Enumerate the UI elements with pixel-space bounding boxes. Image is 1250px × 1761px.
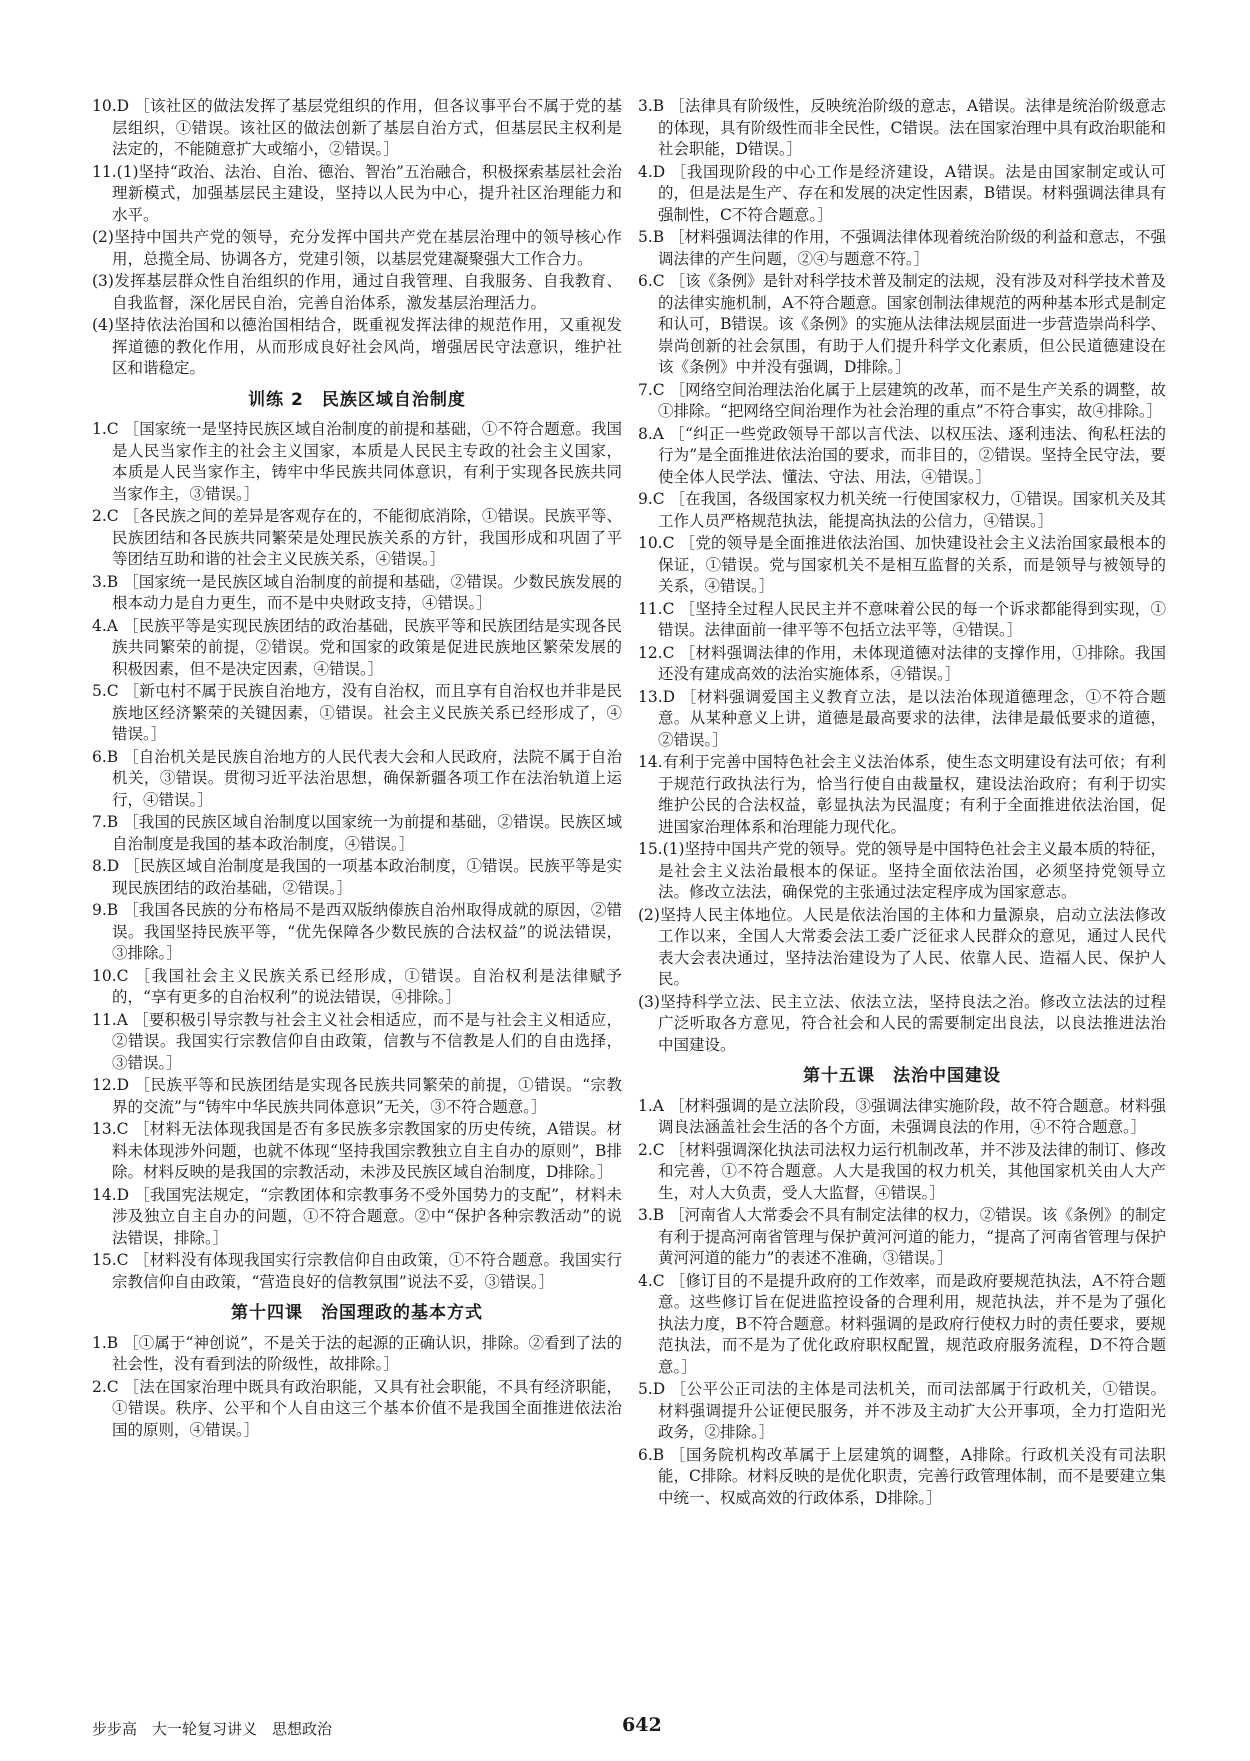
page-number: 642 bbox=[622, 1714, 662, 1736]
answer-item: 6.B ［自治机关是民族自治地方的人民代表大会和人民政府，法院不属于自治机关，③错误。贯彻习近平法治思想，确保新疆各项工作在法治轨道上运行，④错误。］ bbox=[92, 747, 622, 809]
answer-item: 12.C ［材料强调法律的作用，未体现道德对法律的支撑作用，①排除。我国还没有建成高效的法治实施体系，④错误。］ bbox=[638, 643, 1166, 683]
answer-item: 2.C ［各民族之间的差异是客观存在的，不能彻底消除，①错误。民族平等、民族团结和各民族共同繁荣是处理民族关系的方针，我国形成和巩固了平等团结互助和谐的社会主义民族关系，④错误。］ bbox=[92, 507, 622, 568]
answer-item: 3.B ［河南省人大常委会不具有制定法律的权力，②错误。该《条例》的制定有利于提高河南省管理与保护黄河河道的能力，“提高了河南省管理与保护黄河河道的能力”的表述不准确，③错误。］ bbox=[638, 1206, 1166, 1267]
right-column bbox=[638, 96, 1166, 1510]
answer-item: 6.C ［该《条例》是针对科学技术普及制定的法规，没有涉及对科学技术普及的法律实施机制，A不符合题意。国家创制法律规范的两种基本形式是制定和认可，B错误。该《条例》的实施从法律法规层面进一步营造崇尚科学、崇尚创新的社会氛围，有助于人们提升科学文化素质，但公民道德建设在该《条例》中并没有强调，D排除。］ bbox=[638, 272, 1166, 376]
answer-item: 11.A ［要积极引导宗教与社会主义社会相适应，而不是与社会主义相适应，②错误。我国实行宗教信仰自由政策，信教与不信教是人们的自由选择，③错误。］ bbox=[92, 1010, 622, 1072]
left-blocks-b bbox=[92, 419, 622, 1293]
answer-item: 4.D ［我国现阶段的中心工作是经济建设，A错误。法是由国家制定或认可的，但是法是生产、存在和发展的决定性因素，B错误。材料强调法律具有强制性，C不符合题意。］ bbox=[638, 162, 1166, 224]
answer-item: 3.B ［法律具有阶级性，反映统治阶级的意志，A错误。法律是统治阶级意志的体现，具有阶级性而非全民性，C错误。法在国家治理中具有政治职能和社会职能，D错误。］ bbox=[638, 97, 1166, 158]
answer-item: (2)坚持中国共产党的领导，充分发挥中国共产党在基层治理中的领导核心作用，总揽全局、协调各方，党建引领，以基层党建凝聚强大工作合力。 bbox=[92, 228, 622, 268]
answer-item: 4.A ［民族平等是实现民族团结的政治基础，民族平等和民族团结是实现各民族共同繁荣的前提，②错误。党和国家的政策是促进民族地区繁荣发展的积极因素，但不是决定因素，④错误。］ bbox=[92, 616, 622, 678]
answer-item: 9.B ［我国各民族的分布格局不是西双版纳傣族自治州取得成就的原因，②错误。我国坚持民族平等，“优先保障各少数民族的合法权益”的说法错误，③排除。］ bbox=[92, 901, 622, 962]
section-title-lesson-15: 第十五课 法治中国建设 bbox=[803, 1066, 1001, 1086]
answer-item: 1.B ［①属于“神创说”，不是关于法的起源的正确认识，排除。②看到了法的社会性，没有看到法的阶级性，故排除。］ bbox=[92, 1333, 622, 1373]
answer-item: 7.B ［我国的民族区域自治制度以国家统一为前提和基础，②错误。民族区域自治制度是我国的基本政治制度，④错误。］ bbox=[92, 813, 622, 853]
left-blocks-c bbox=[92, 1333, 622, 1442]
answer-item: 8.D ［民族区域自治制度是我国的一项基本政治制度，①错误。民族平等是实现民族团结的政治基础，②错误。］ bbox=[92, 857, 622, 897]
section-title-lesson-14: 第十四课 治国理政的基本方式 bbox=[231, 1303, 483, 1323]
answer-item: (3)坚持科学立法、民主立法、依法立法，坚持良法之治。修改立法法的过程广泛听取各方意见，符合社会和人民的需要制定出良法，以良法推进法治中国建设。 bbox=[638, 992, 1166, 1054]
answer-item: (2)坚持人民主体地位。人民是依法治国的主体和力量源泉，启动立法法修改工作以来，全国人大常委会法工委广泛征求人民群众的意见，通过人民代表大会表决通过，坚持法治建设为了人民、依靠人民、造福人民、保护人民。 bbox=[638, 905, 1166, 988]
answer-item: 5.C ［新屯村不属于民族自治地方，没有自治权，而且享有自治权也并非是民族地区经济繁荣的关键因素，①错误。社会主义民族关系已经形成了，④错误。］ bbox=[92, 682, 622, 743]
answer-item: 13.C ［材料无法体现我国是否有多民族多宗教国家的历史传统，A错误。材料未体现涉外问题，也就不体现“坚持我国宗教独立自主自办的原则”，B排除。材料反映的是我国的宗教活动，未涉及民族区域自治制度，D排除。］ bbox=[92, 1120, 622, 1181]
answer-item: 9.C ［在我国，各级国家权力机关统一行使国家权力，①错误。国家机关及其工作人员严格规范执法，能提高执法的公信力，④错误。］ bbox=[638, 490, 1166, 530]
answer-item: 14.D ［我国宪法规定，“宗教团体和宗教事务不受外国势力的支配”，材料未涉及独立自主自办的问题，①不符合题意。②中“保护各种宗教活动”的说法错误，排除。］ bbox=[92, 1185, 622, 1247]
answer-item: 8.A ［“纠正一些党政领导干部以言代法、以权压法、逐利违法、徇私枉法的行为”是全面推进依法治国的要求，而非目的，②错误。坚持全民守法，要使全体人民学法、懂法、守法、用法，④错误。］ bbox=[638, 424, 1166, 486]
right-blocks-a bbox=[638, 96, 1166, 1056]
section-title-training-2: 训练 2 民族区域自治制度 bbox=[248, 389, 466, 410]
answer-item: 7.C ［网络空间治理法治化属于上层建筑的改革，而不是生产关系的调整，故①排除。“把网络空间治理作为社会治理的重点”不符合事实，故④排除。］ bbox=[638, 380, 1166, 420]
answer-item: 5.B ［材料强调法律的作用，不强调法律体现着统治阶级的利益和意志，不强调法律的产生问题，②④与题意不符。］ bbox=[638, 228, 1166, 268]
answer-item: 2.C ［法在国家治理中既具有政治职能，又具有社会职能，不具有经济职能，①错误。秩序、公平和个人自由这三个基本价值不是我国全面推进依法治国的原则，④错误。］ bbox=[92, 1377, 622, 1439]
answer-item: 15.(1)坚持中国共产党的领导。党的领导是中国特色社会主义最本质的特征，是社会主义法治最根本的保证。坚持全面依法治国，必须坚持党领导立法。修改立法法，确保党的主张通过法定程序成为国家意志。 bbox=[638, 840, 1166, 901]
answer-item: (4)坚持依法治国和以德治国相结合，既重视发挥法律的规范作用，又重视发挥道德的教化作用，从而形成良好社会风尚，增强居民守法意识，维护社区和谐稳定。 bbox=[92, 316, 622, 377]
answer-item: 11.C ［坚持全过程人民民主并不意味着公民的每一个诉求都能得到实现，①错误。法律面前一律平等不包括立法平等，④错误。］ bbox=[638, 599, 1166, 639]
answer-item: 3.B ［国家统一是民族区域自治制度的前提和基础，②错误。少数民族发展的根本动力是自力更生，而不是中央财政支持，④错误。］ bbox=[92, 572, 622, 612]
answer-item: 14.有利于完善中国特色社会主义法治体系，使生态文明建设有法可依；有利于规范行政执法行为，恰当行使自由裁量权，建设法治政府；有利于切实维护公民的合法权益，彰显执法为民温度；有利于全面推进依法治国，促进国家治理体系和治理能力现代化。 bbox=[638, 753, 1166, 836]
answer-item: 1.A ［材料强调的是立法阶段，③强调法律实施阶段，故不符合题意。材料强调良法涵盖社会生活的各个方面，未强调良法的作用，④不符合题意。］ bbox=[638, 1096, 1166, 1136]
answer-item: 10.D ［该社区的做法发挥了基层党组织的作用，但各议事平台不属于党的基层组织，①错误。该社区的做法创新了基层自治方式，但基层民主权利是法定的，不能随意扩大或缩小，②错误。］ bbox=[92, 97, 622, 158]
answer-item: 13.D ［材料强调爱国主义教育立法，是以法治体现道德理念，①不符合题意。从某种意义上讲，道德是最高要求的法律，法律是最低要求的道德，②错误。］ bbox=[638, 687, 1166, 749]
answer-item: 5.D ［公平公正司法的主体是司法机关，而司法部属于行政机关，①错误。材料强调提升公证便民服务，并不涉及主动扩大公开事项，全力打造阳光政务，②排除。］ bbox=[638, 1380, 1166, 1441]
answer-item: 10.C ［党的领导是全面推进依法治国、加快建设社会主义法治国家最根本的保证，①错误。党与国家机关不是相互监督的关系，而是领导与被领导的关系，④错误。］ bbox=[638, 534, 1166, 595]
answer-item: 4.C ［修订目的不是提升政府的工作效率，而是政府要规范执法，A不符合题意。这些修订旨在促进监控设备的合理利用，规范执法，并不是为了强化执法力度，B不符合题意。材料强调的是政府行使权力时的责任要求，要规范执法，而不是为了优化政府职权配置，规范政府服务流程，D不符合题意。］ bbox=[638, 1271, 1166, 1376]
answer-item: 6.B ［国务院机构改革属于上层建筑的调整，A排除。行政机关没有司法职能，C排除。材料反映的是优化职责，完善行政管理体制，而不是要建立集中统一、权威高效的行政体系，D排除。］ bbox=[638, 1445, 1166, 1507]
answer-item: 15.C ［材料没有体现我国实行宗教信仰自由政策，①不符合题意。我国实行宗教信仰自由政策，“营造良好的信教氛围”说法不妥，③错误。］ bbox=[92, 1251, 622, 1291]
answer-item: 2.C ［材料强调深化执法司法权力运行机制改革，并不涉及法律的制订、修改和完善，①不符合题意。人大是我国的权力机关，其他国家机关由人大产生，对人大负责，受人大监督，④错误。］ bbox=[638, 1140, 1166, 1202]
answer-item: 12.D ［民族平等和民族团结是实现各民族共同繁荣的前提，①错误。“宗教界的交流”与“铸牢中华民族共同体意识”无关，③不符合题意。］ bbox=[92, 1076, 622, 1116]
right-blocks-b bbox=[638, 1096, 1166, 1510]
book-title: 步步高 大一轮复习讲义 思想政治 bbox=[92, 1720, 333, 1738]
answer-item: 1.C ［国家统一是坚持民族区域自治制度的前提和基础，①不符合题意。我国是人民当家作主的社会主义国家，本质是人民民主专政的社会主义国家，本质是人民当家作主，铸牢中华民族共同体意识，有利于实现各民族共同当家作主，③错误。］ bbox=[92, 420, 622, 503]
left-column bbox=[92, 96, 622, 1442]
answer-item: 11.(1)坚持“政治、法治、自治、德治、智治”五治融合，积极探索基层社会治理新模式，加强基层民主建设，坚持以人民为中心，提升社区治理能力和水平。 bbox=[92, 162, 622, 224]
left-blocks-a bbox=[92, 96, 622, 380]
answer-item: 10.C ［我国社会主义民族关系已经形成，①错误。自治权利是法律赋予的，“享有更多的自治权利”的说法错误，④排除。］ bbox=[92, 966, 622, 1006]
answer-item: (3)发挥基层群众性自治组织的作用，通过自我管理、自我服务、自我教育、自我监督，深化居民自治，完善自治体系，激发基层治理活力。 bbox=[92, 272, 622, 312]
